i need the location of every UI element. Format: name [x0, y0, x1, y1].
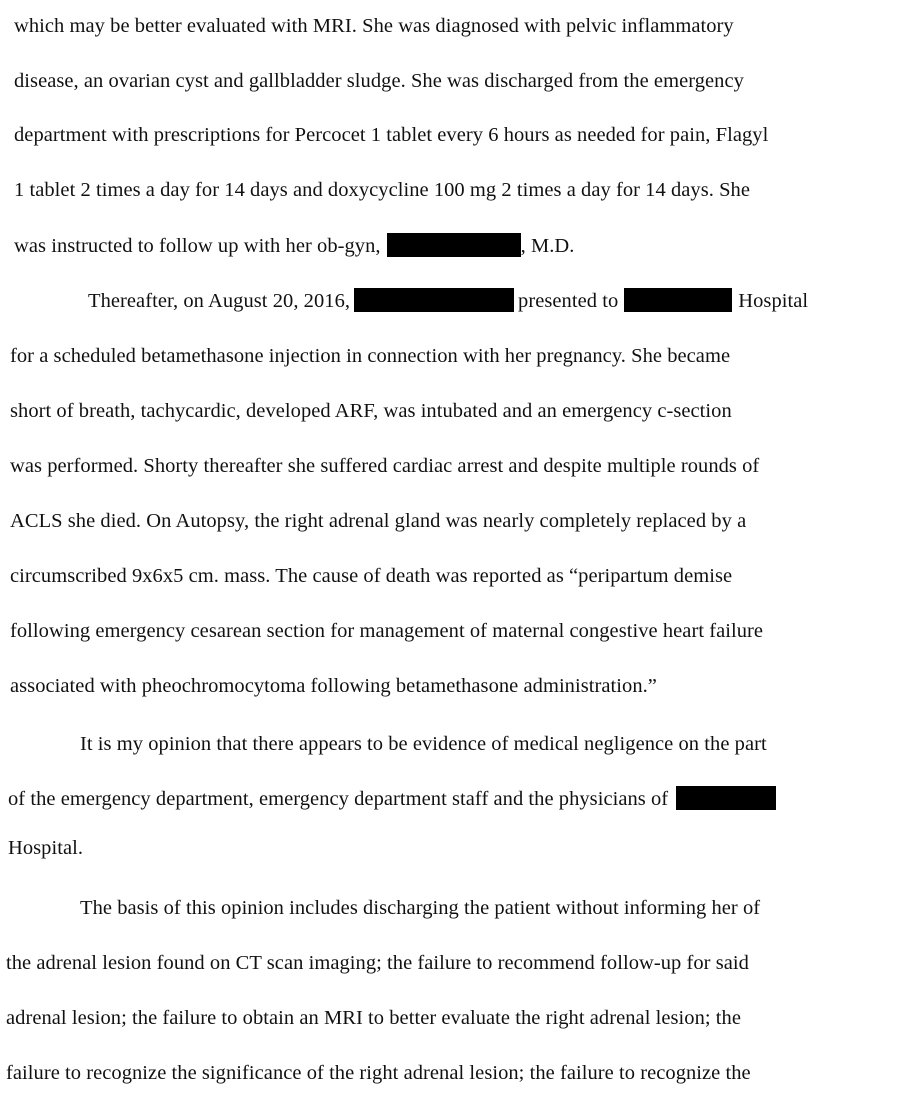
text-segment: Hospital: [738, 290, 809, 312]
text-segment: Thereafter, on August 20, 2016,: [88, 290, 351, 312]
text-line: [14, 233, 574, 258]
text-line: for a scheduled betamethasone injection in connection with her pregnancy. She became: [10, 345, 731, 367]
text-line: adrenal lesion; the failure to obtain an MRI to better evaluate the right adrenal lesion; the: [6, 1007, 741, 1029]
text-line: which may be better evaluated with MRI. She was diagnosed with pelvic inflammatory: [14, 15, 734, 37]
text-line: associated with pheochromocytoma following betamethasone administration.”: [10, 675, 657, 697]
text-line: [88, 288, 808, 313]
text-line: 1 tablet 2 times a day for 14 days and doxycycline 100 mg 2 times a day for 14 days. She: [14, 179, 750, 201]
text-line: failure to recognize the significance of the right adrenal lesion; the failure to recognize the: [6, 1062, 751, 1084]
redaction-bar: [387, 233, 521, 257]
text-segment: presented to: [518, 290, 619, 312]
text-segment: was instructed to follow up with her ob-gyn,: [14, 235, 381, 257]
text-segment: of the emergency department, emergency department staff and the physicians of: [8, 788, 669, 810]
text-line: the adrenal lesion found on CT scan imaging; the failure to recommend follow-up for said: [6, 952, 749, 974]
text-line: It is my opinion that there appears to be evidence of medical negligence on the part: [80, 733, 767, 755]
text-line: department with prescriptions for Percocet 1 tablet every 6 hours as needed for pain, Flagyl: [14, 124, 769, 146]
text-line: The basis of this opinion includes discharging the patient without informing her of: [80, 897, 761, 919]
redaction-bar: [354, 288, 514, 312]
redaction-bar: [676, 786, 776, 810]
text-line: circumscribed 9x6x5 cm. mass. The cause of death was reported as “peripartum demise: [10, 565, 733, 587]
text-line: Hospital.: [8, 837, 84, 859]
text-line: disease, an ovarian cyst and gallbladder sludge. She was discharged from the emergency: [14, 70, 744, 92]
text-line: following emergency cesarean section for management of maternal congestive heart failure: [10, 620, 764, 642]
text-line: ACLS she died. On Autopsy, the right adrenal gland was nearly completely replaced by a: [10, 510, 747, 532]
text-segment: , M.D.: [520, 235, 575, 257]
text-line: [8, 786, 776, 811]
redaction-bar: [624, 288, 732, 312]
text-line: was performed. Shorty thereafter she suffered cardiac arrest and despite multiple rounds of: [10, 455, 760, 477]
text-line: short of breath, tachycardic, developed ARF, was intubated and an emergency c-section: [10, 400, 732, 422]
